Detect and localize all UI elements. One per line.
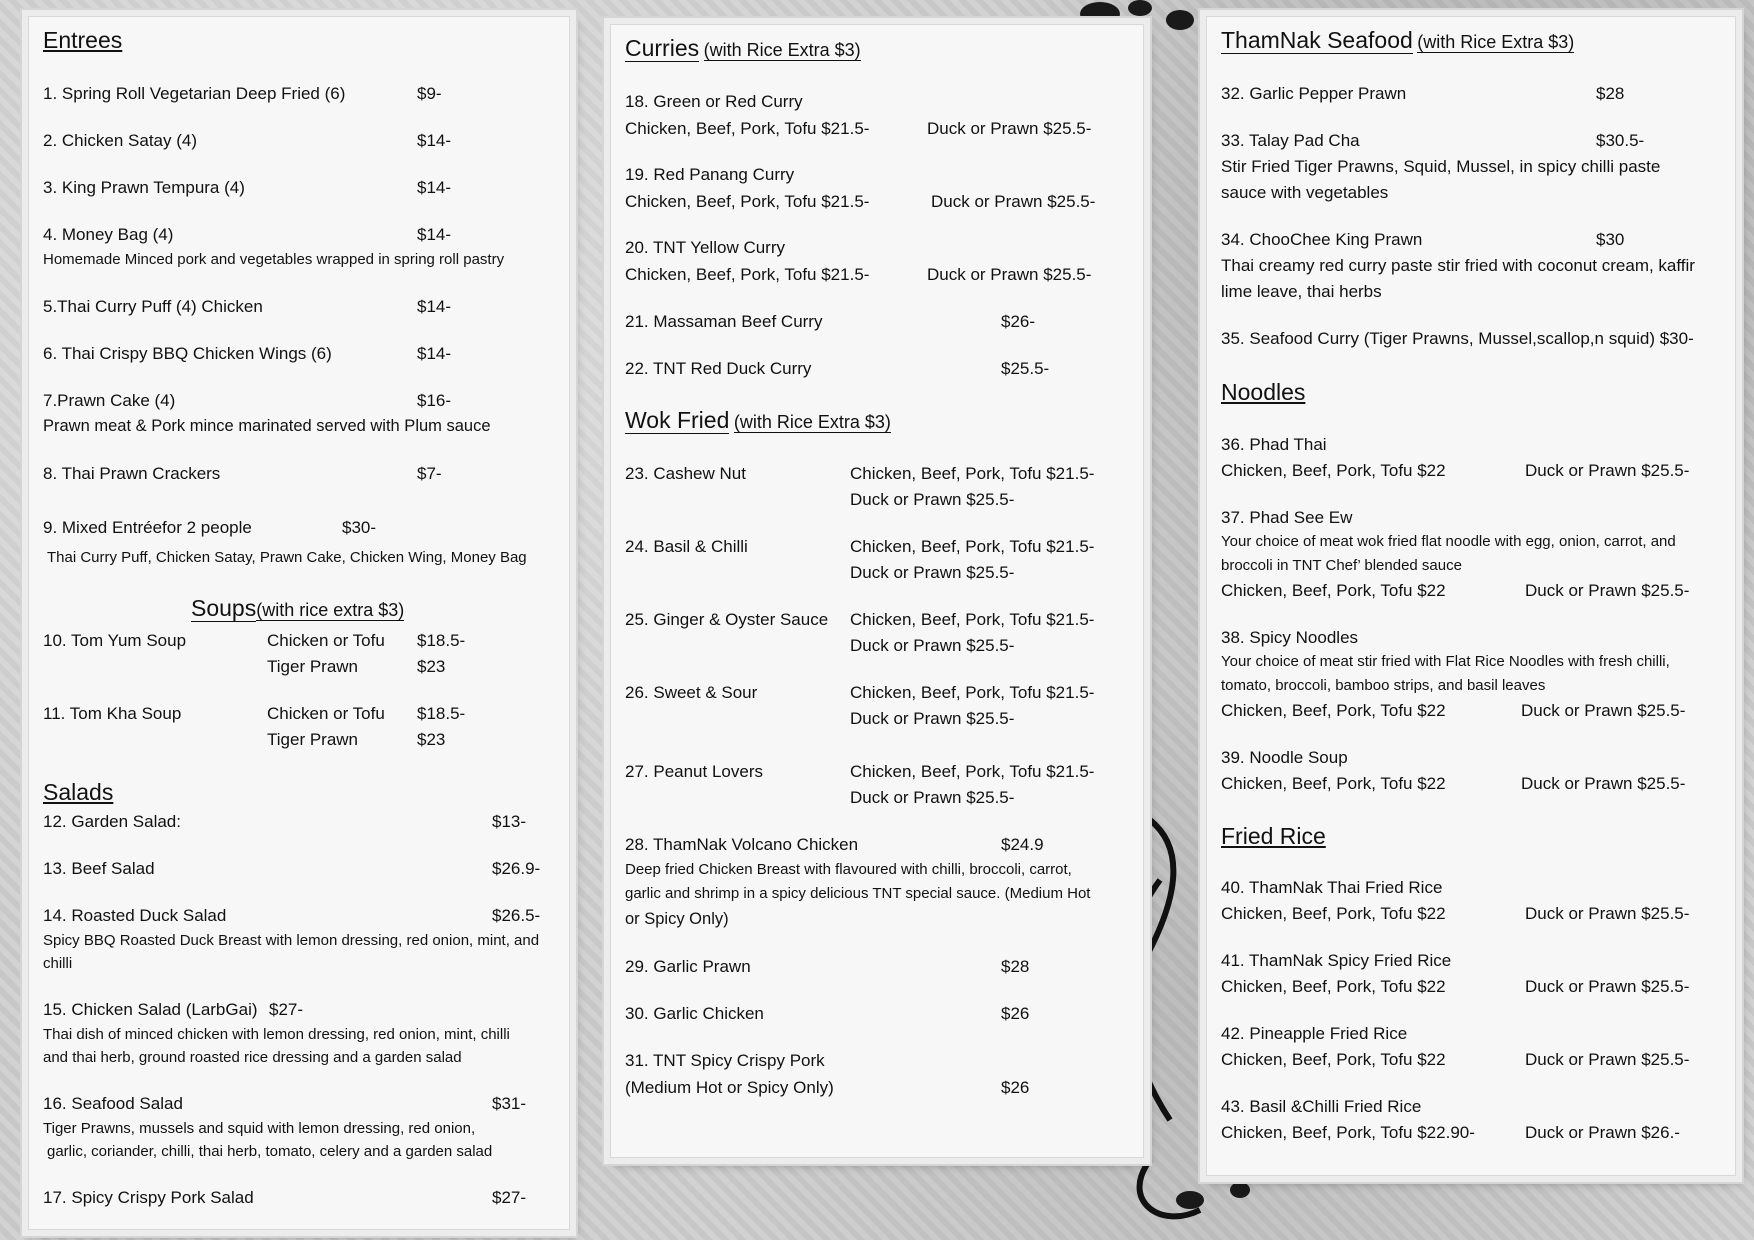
menu-item-option: Chicken or Tofu [267, 631, 385, 650]
menu-item-description: Homemade Minced pork and vegetables wrapped in spring roll pastry [43, 251, 505, 268]
menu-item-description: lime leave, thai herbs [1221, 282, 1382, 301]
menu-item-price: $9- [417, 84, 442, 103]
menu-item-name: 18. Green or Red Curry [625, 92, 803, 111]
menu-item-name: 11. Tom Kha Soup [43, 704, 182, 723]
menu-item-name: 34. ChooChee King Prawn [1221, 230, 1423, 249]
menu-item-option: Chicken, Beef, Pork, Tofu $21.5- [625, 192, 870, 211]
menu-item-name: 25. Ginger & Oyster Sauce [625, 610, 829, 629]
menu-item-description: Thai Curry Puff, Chicken Satay, Prawn Cake, Chicken Wing, Money Bag [47, 549, 527, 566]
menu-item-option: Chicken, Beef, Pork, Tofu $22 [1221, 461, 1446, 480]
menu-item-price: $27- [492, 1188, 527, 1207]
menu-item-option: Duck or Prawn $26.- [1525, 1123, 1680, 1142]
menu-panel-left [28, 16, 570, 1230]
menu-item-name: 31. TNT Spicy Crispy Pork [625, 1051, 825, 1070]
menu-item-price: $14- [417, 344, 452, 363]
menu-item-option: Chicken, Beef, Pork, Tofu $21.5- [850, 610, 1095, 629]
menu-item-description: garlic, coriander, chilli, thai herb, tomato, celery and a garden salad [47, 1143, 493, 1160]
menu-item-name: 41. ThamNak Spicy Fried Rice [1221, 951, 1452, 970]
menu-item-option: Chicken, Beef, Pork, Tofu $21.5- [850, 464, 1095, 483]
menu-item-option: Duck or Prawn $25.5- [931, 192, 1096, 211]
menu-item-option: Chicken, Beef, Pork, Tofu $21.5- [625, 265, 870, 284]
menu-item-option: Chicken, Beef, Pork, Tofu $22 [1221, 581, 1446, 600]
menu-item-option: Chicken, Beef, Pork, Tofu $22.90- [1221, 1123, 1475, 1142]
menu-item-description: (Medium Hot or Spicy Only) [625, 1078, 834, 1097]
menu-item-name: 4. Money Bag (4) [43, 225, 174, 244]
menu-item-price: $28 [1596, 84, 1625, 103]
seafood-heading-title: ThamNak Seafood [1221, 27, 1413, 53]
menu-item-price: $28 [1001, 957, 1030, 976]
menu-item-price: $26- [1001, 312, 1036, 331]
curries-heading-note: (with Rice Extra $3) [703, 40, 861, 60]
menu-item-name: 36. Phad Thai [1221, 435, 1327, 454]
menu-item-option: Duck or Prawn $25.5- [1525, 977, 1690, 996]
menu-item-option: Duck or Prawn $25.5- [1521, 774, 1686, 793]
curries-heading [625, 35, 861, 62]
menu-item-description: or Spicy Only) [625, 910, 729, 928]
soups-heading [191, 595, 404, 622]
menu-item-name: 13. Beef Salad [43, 859, 155, 878]
menu-item-name: 39. Noodle Soup [1221, 748, 1348, 767]
menu-item-name: 26. Sweet & Sour [625, 683, 758, 702]
wok-fried-heading-note: (with Rice Extra $3) [733, 412, 891, 432]
menu-item-name: 14. Roasted Duck Salad [43, 906, 227, 925]
menu-item-price: $23 [417, 730, 446, 749]
menu-item-description: broccoli in TNT Chef’ blended sauce [1221, 557, 1462, 574]
soups-heading-note: (with rice extra $3) [256, 600, 405, 620]
entrees-heading: Entrees [43, 27, 123, 53]
menu-item-name: 12. Garden Salad: [43, 812, 181, 831]
curries-heading-title: Curries [625, 35, 700, 61]
menu-item-name: 9. Mixed Entréefor 2 people [43, 518, 252, 537]
menu-item-name: 43. Basil &Chilli Fried Rice [1221, 1097, 1422, 1116]
menu-item-name: 16. Seafood Salad [43, 1094, 183, 1113]
menu-item-option: Duck or Prawn $25.5- [850, 490, 1015, 509]
menu-item-option: Chicken, Beef, Pork, Tofu $22 [1221, 701, 1446, 720]
menu-item-description: Spicy BBQ Roasted Duck Breast with lemon dressing, red onion, mint, and [43, 932, 540, 949]
menu-item-option: Duck or Prawn $25.5- [850, 709, 1015, 728]
menu-panel-middle [610, 24, 1144, 1158]
menu-item-description: and thai herb, ground roasted rice dressing and a garden salad [43, 1049, 462, 1066]
menu-panel-right [1206, 16, 1736, 1176]
menu-item-name: 10. Tom Yum Soup [43, 631, 187, 650]
menu-item-name: 33. Talay Pad Cha [1221, 131, 1360, 150]
menu-item-name: 27. Peanut Lovers [625, 762, 763, 781]
menu-item-description: Deep fried Chicken Breast with flavoured with chilli, broccoli, carrot, [625, 861, 1072, 878]
menu-item-price: $14- [417, 297, 452, 316]
menu-item-option: Tiger Prawn [267, 657, 359, 676]
menu-item-name: 7.Prawn Cake (4) [43, 391, 176, 410]
seafood-heading-note: (with Rice Extra $3) [1417, 32, 1575, 52]
menu-item-price: $26 [1001, 1004, 1030, 1023]
menu-item-price: $14- [417, 131, 452, 150]
menu-item-name: 42. Pineapple Fried Rice [1221, 1024, 1408, 1043]
menu-item-description: Tiger Prawns, mussels and squid with lemon dressing, red onion, [43, 1120, 476, 1137]
menu-item-price: $26.9- [492, 859, 541, 878]
menu-item-option: Tiger Prawn [267, 730, 359, 749]
menu-item-name: 35. Seafood Curry (Tiger Prawns, Mussel,scallop,n squid) $30- [1221, 329, 1694, 348]
menu-item-option: Chicken, Beef, Pork, Tofu $22 [1221, 904, 1446, 923]
menu-item-option: Chicken, Beef, Pork, Tofu $21.5- [625, 119, 870, 138]
menu-item-option: Duck or Prawn $25.5- [1525, 461, 1690, 480]
menu-item-description: chilli [43, 955, 73, 972]
menu-item-description: Stir Fried Tiger Prawns, Squid, Mussel, in spicy chilli paste [1221, 157, 1661, 176]
menu-item-price: $24.9 [1001, 835, 1044, 854]
menu-item-description: Thai creamy red curry paste stir fried with coconut cream, kaffir [1221, 256, 1695, 275]
menu-item-name: 40. ThamNak Thai Fried Rice [1221, 878, 1443, 897]
menu-item-price: $30.5- [1596, 131, 1645, 150]
menu-item-name: 37. Phad See Ew [1221, 508, 1353, 527]
menu-item-price: $14- [417, 178, 452, 197]
menu-item-name: 5.Thai Curry Puff (4) Chicken [43, 297, 263, 316]
menu-item-description: Your choice of meat stir fried with Flat Rice Noodles with fresh chilli, [1221, 653, 1670, 670]
menu-item-name: 19. Red Panang Curry [625, 165, 795, 184]
menu-item-option: Chicken, Beef, Pork, Tofu $21.5- [850, 683, 1095, 702]
menu-item-price: $30 [1596, 230, 1625, 249]
menu-item-name: 17. Spicy Crispy Pork Salad [43, 1188, 254, 1207]
menu-item-option: Duck or Prawn $25.5- [850, 636, 1015, 655]
menu-item-name: 1. Spring Roll Vegetarian Deep Fried (6) [43, 84, 346, 103]
menu-item-price: $27- [269, 1000, 304, 1019]
wok-fried-heading-title: Wok Fried [625, 407, 730, 433]
menu-item-price: $31- [492, 1094, 527, 1113]
menu-item-description: tomato, broccoli, bamboo strips, and basil leaves [1221, 677, 1546, 694]
menu-item-description: Prawn meat & Pork mince marinated served with Plum sauce [43, 417, 491, 435]
menu-item-name: 24. Basil & Chilli [625, 537, 748, 556]
menu-item-price: $26.5- [492, 906, 541, 925]
menu-item-name: 29. Garlic Prawn [625, 957, 751, 976]
menu-item-name: 3. King Prawn Tempura (4) [43, 178, 245, 197]
menu-item-price: $14- [417, 225, 452, 244]
menu-item-price: $30- [342, 518, 377, 537]
menu-item-option: Duck or Prawn $25.5- [1521, 701, 1686, 720]
menu-item-option: Chicken, Beef, Pork, Tofu $21.5- [850, 537, 1095, 556]
menu-item-option: Chicken, Beef, Pork, Tofu $22 [1221, 1050, 1446, 1069]
menu-item-name: 20. TNT Yellow Curry [625, 238, 785, 257]
menu-item-description: Your choice of meat wok fried flat noodle with egg, onion, carrot, and [1221, 533, 1676, 550]
noodles-heading: Noodles [1221, 379, 1306, 405]
fried-rice-heading: Fried Rice [1221, 823, 1326, 849]
menu-item-name: 8. Thai Prawn Crackers [43, 464, 221, 483]
menu-item-name: 15. Chicken Salad (LarbGai) [43, 1000, 258, 1019]
menu-item-option: Chicken, Beef, Pork, Tofu $22 [1221, 977, 1446, 996]
menu-item-option: Duck or Prawn $25.5- [927, 119, 1092, 138]
menu-item-name: 32. Garlic Pepper Prawn [1221, 84, 1407, 103]
wok-fried-heading [625, 407, 891, 434]
menu-item-price: $18.5- [417, 704, 466, 723]
menu-item-option: Duck or Prawn $25.5- [1525, 904, 1690, 923]
menu-item-description: Thai dish of minced chicken with lemon dressing, red onion, mint, chilli [43, 1026, 510, 1043]
menu-item-name: 21. Massaman Beef Curry [625, 312, 823, 331]
seafood-heading [1221, 27, 1574, 54]
menu-item-name: 2. Chicken Satay (4) [43, 131, 198, 150]
menu-item-option: Duck or Prawn $25.5- [927, 265, 1092, 284]
menu-item-price: $13- [492, 812, 527, 831]
salads-heading: Salads [43, 779, 114, 805]
menu-item-option: Chicken, Beef, Pork, Tofu $21.5- [850, 762, 1095, 781]
menu-item-option: Duck or Prawn $25.5- [1525, 1050, 1690, 1069]
menu-item-price: $26 [1001, 1078, 1030, 1097]
menu-item-price: $25.5- [1001, 359, 1050, 378]
menu-item-option: Chicken or Tofu [267, 704, 385, 723]
menu-item-option: Duck or Prawn $25.5- [850, 788, 1015, 807]
menu-item-option: Duck or Prawn $25.5- [1525, 581, 1690, 600]
menu-item-name: 6. Thai Crispy BBQ Chicken Wings (6) [43, 344, 332, 363]
menu-item-description: garlic and shrimp in a spicy delicious TNT special sauce. (Medium Hot [625, 885, 1091, 902]
menu-item-price: $23 [417, 657, 446, 676]
menu-item-name: 22. TNT Red Duck Curry [625, 359, 812, 378]
menu-item-option: Duck or Prawn $25.5- [850, 563, 1015, 582]
menu-item-description: sauce with vegetables [1221, 183, 1389, 202]
menu-item-name: 28. ThamNak Volcano Chicken [625, 835, 859, 854]
menu-item-price: $18.5- [417, 631, 466, 650]
soups-heading-title: Soups [191, 595, 257, 621]
menu-item-name: 30. Garlic Chicken [625, 1004, 764, 1023]
menu-item-option: Chicken, Beef, Pork, Tofu $22 [1221, 774, 1446, 793]
menu-item-name: 23. Cashew Nut [625, 464, 746, 483]
menu-item-price: $7- [417, 464, 442, 483]
menu-item-price: $16- [417, 391, 452, 410]
menu-item-name: 38. Spicy Noodles [1221, 628, 1359, 647]
